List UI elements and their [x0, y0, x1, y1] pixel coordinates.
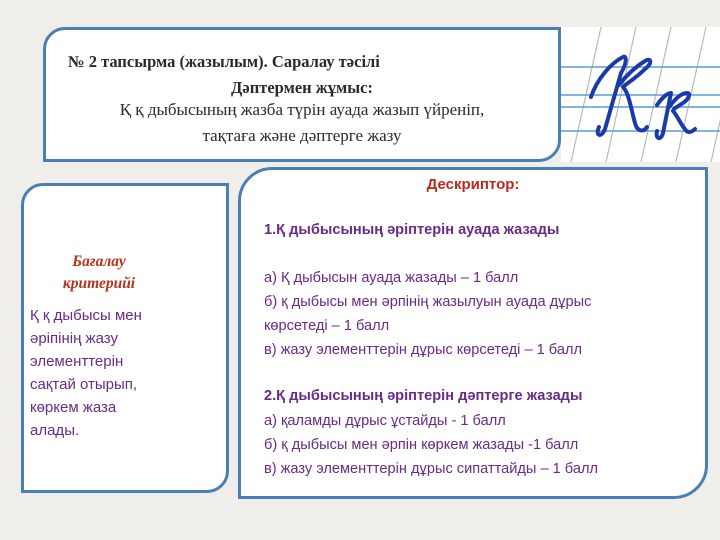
section2-item-c: в) жазу элементтерін дұрыс сипаттайды – 1 балл	[264, 461, 598, 477]
section2-item-b: б) қ дыбысы мен әрпін көркем жазады -1 балл	[264, 437, 579, 453]
criteria-line: әріпінің жазу	[30, 330, 118, 347]
section2-title: 2.Қ дыбысының әріптерін дәптерге жазады	[264, 388, 583, 404]
criteria-line: Қ қ дыбысы мен	[30, 307, 142, 324]
section1-item-b-line1: б) қ дыбысы мен әрпінің жазылуын ауада дұрыс	[264, 294, 592, 310]
section2-item-a: а) қаламды дұрыс ұстайды - 1 балл	[264, 413, 506, 429]
section1-item-a: а) Қ дыбысын ауада жазады – 1 балл	[264, 270, 519, 286]
criteria-line: көркем жаза	[30, 399, 117, 416]
criteria-line: элементтерін	[30, 353, 124, 370]
criteria-heading-line2: критерийі	[62, 275, 136, 292]
task-instruction-line1: Қ қ дыбысының жазба түрін ауада жазып үйреніп,	[119, 100, 485, 119]
descriptor-title: Дескриптор:	[426, 176, 520, 193]
descriptor-card	[238, 167, 708, 499]
task-subtitle: Дәптермен жұмыс:	[231, 78, 373, 97]
task-instruction-line2: тақтаға және дәптерге жазу	[202, 126, 402, 145]
section1-title: 1.Қ дыбысының әріптерін ауада жазады	[264, 222, 560, 238]
task-card	[43, 27, 561, 162]
handwriting-notebook-image	[561, 27, 720, 162]
assessment-criteria-card	[21, 183, 229, 493]
criteria-body	[30, 304, 220, 442]
section1-item-b-line2: көрсетеді – 1 балл	[264, 318, 390, 334]
section1-item-c: в) жазу элементтерін дұрыс көрсетеді – 1 балл	[264, 342, 582, 358]
task-title: № 2 тапсырма (жазылым). Саралау тәсілі	[68, 52, 380, 71]
criteria-heading-line1: Бағалау	[72, 253, 126, 270]
criteria-line: сақтай отырып,	[30, 376, 138, 393]
criteria-line: алады.	[30, 422, 80, 439]
cursive-kk-illustration	[561, 27, 720, 162]
criteria-heading	[24, 251, 174, 295]
